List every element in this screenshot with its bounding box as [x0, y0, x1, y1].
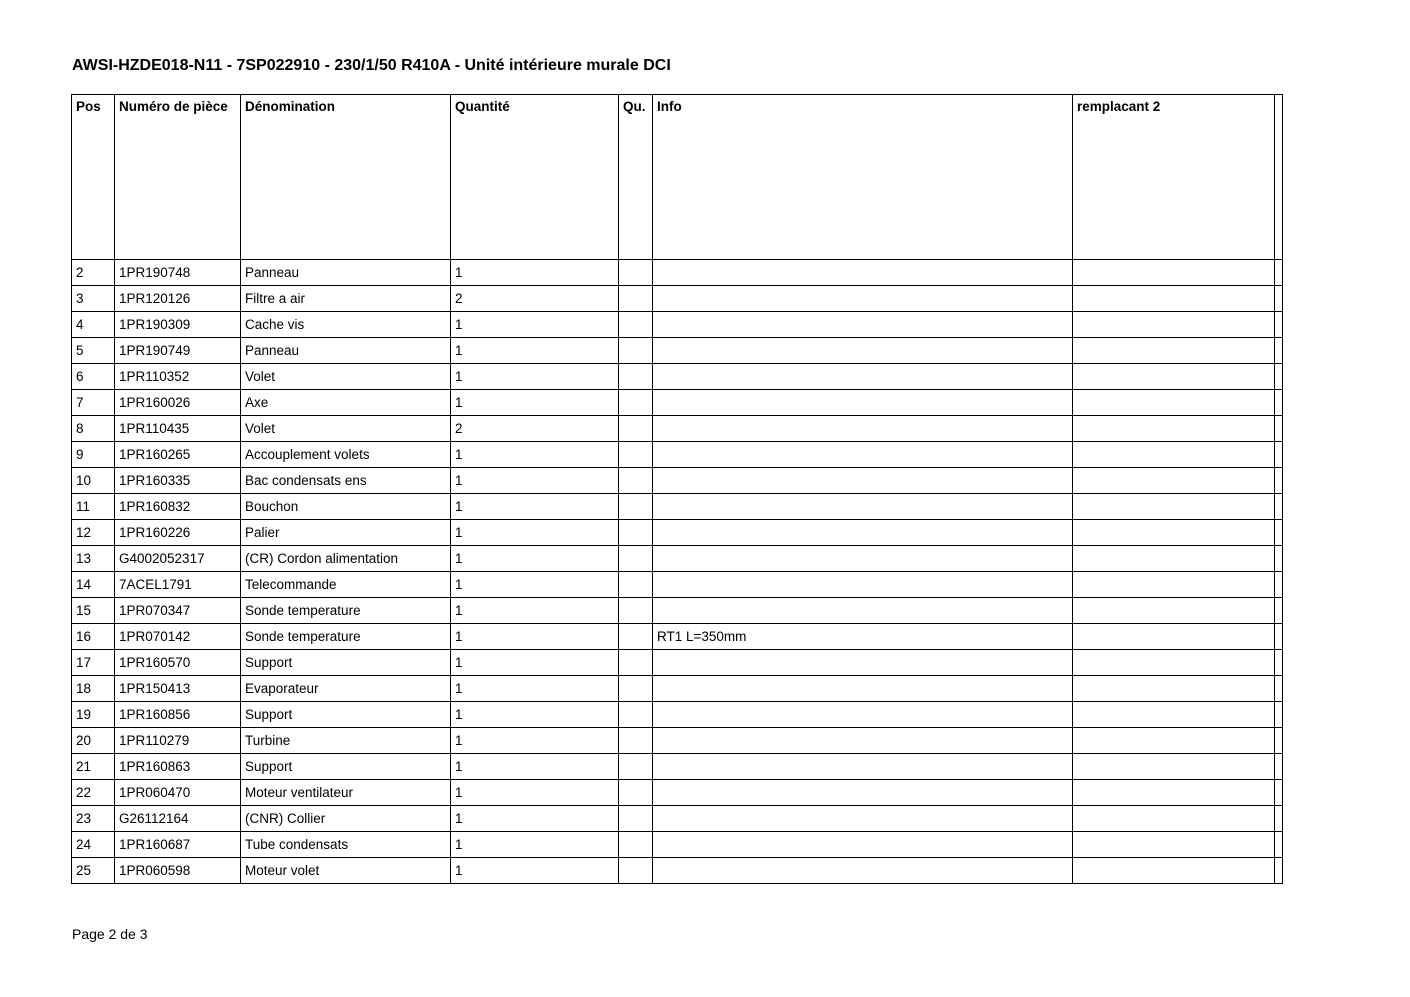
cell-designation: Support	[241, 650, 451, 676]
cell-designation: Support	[241, 754, 451, 780]
cell-part-number: 1PR070142	[115, 624, 241, 650]
cell-part-number: 1PR160335	[115, 468, 241, 494]
cell-info	[653, 260, 1073, 286]
cell-qu	[619, 780, 653, 806]
cell-replacement-2	[1073, 260, 1275, 286]
cell-quantity: 1	[451, 312, 619, 338]
cell-designation: Volet	[241, 416, 451, 442]
cell-part-number: 1PR190748	[115, 260, 241, 286]
cell-pos: 6	[72, 364, 115, 390]
cell-designation: (CNR) Collier	[241, 806, 451, 832]
cell-part-number: 1PR060598	[115, 858, 241, 884]
table-row	[72, 390, 1283, 416]
cell-replacement-2	[1073, 468, 1275, 494]
cell-info	[653, 390, 1073, 416]
cell-replacement-2	[1073, 442, 1275, 468]
cell-quantity: 1	[451, 260, 619, 286]
cell-info	[653, 702, 1073, 728]
cell-qu	[619, 286, 653, 312]
cell-info	[653, 520, 1073, 546]
cell-quantity: 1	[451, 338, 619, 364]
table-row	[72, 650, 1283, 676]
cell-quantity: 1	[451, 442, 619, 468]
cell-qu	[619, 754, 653, 780]
cell-pos: 7	[72, 390, 115, 416]
cell-quantity: 1	[451, 858, 619, 884]
cell-info	[653, 780, 1073, 806]
cell-info	[653, 598, 1073, 624]
cell-qu	[619, 390, 653, 416]
cell-replacement-2	[1073, 520, 1275, 546]
cell-quantity: 1	[451, 494, 619, 520]
cell-spacer	[1275, 546, 1283, 572]
cell-quantity: 1	[451, 390, 619, 416]
column-header-pos: Pos	[72, 95, 115, 260]
cell-designation: Bouchon	[241, 494, 451, 520]
cell-designation: Panneau	[241, 338, 451, 364]
cell-qu	[619, 442, 653, 468]
cell-spacer	[1275, 260, 1283, 286]
table-row	[72, 364, 1283, 390]
table-row	[72, 676, 1283, 702]
cell-pos: 4	[72, 312, 115, 338]
cell-replacement-2	[1073, 364, 1275, 390]
table-row	[72, 468, 1283, 494]
cell-pos: 22	[72, 780, 115, 806]
cell-spacer	[1275, 338, 1283, 364]
cell-pos: 5	[72, 338, 115, 364]
table-header-row	[72, 95, 1283, 260]
cell-part-number: 1PR070347	[115, 598, 241, 624]
cell-info	[653, 858, 1073, 884]
cell-quantity: 1	[451, 832, 619, 858]
cell-replacement-2	[1073, 572, 1275, 598]
cell-designation: Panneau	[241, 260, 451, 286]
cell-part-number: 7ACEL1791	[115, 572, 241, 598]
cell-qu	[619, 728, 653, 754]
page-number: Page 2 de 3	[72, 926, 148, 942]
cell-quantity: 1	[451, 520, 619, 546]
column-header-part-number: Numéro de pièce	[115, 95, 241, 260]
cell-quantity: 1	[451, 650, 619, 676]
cell-replacement-2	[1073, 338, 1275, 364]
cell-pos: 18	[72, 676, 115, 702]
cell-part-number: 1PR060470	[115, 780, 241, 806]
cell-spacer	[1275, 416, 1283, 442]
column-header-qu: Qu.	[619, 95, 653, 260]
cell-info	[653, 312, 1073, 338]
cell-qu	[619, 598, 653, 624]
table-row	[72, 754, 1283, 780]
cell-spacer	[1275, 312, 1283, 338]
cell-qu	[619, 624, 653, 650]
cell-spacer	[1275, 754, 1283, 780]
cell-info	[653, 468, 1073, 494]
cell-info	[653, 286, 1073, 312]
cell-designation: Telecommande	[241, 572, 451, 598]
cell-spacer	[1275, 598, 1283, 624]
cell-part-number: 1PR150413	[115, 676, 241, 702]
cell-replacement-2	[1073, 858, 1275, 884]
cell-designation: Sonde temperature	[241, 624, 451, 650]
cell-pos: 21	[72, 754, 115, 780]
cell-spacer	[1275, 728, 1283, 754]
cell-info	[653, 494, 1073, 520]
column-header-spacer	[1275, 95, 1283, 260]
table-row	[72, 728, 1283, 754]
cell-designation: Support	[241, 702, 451, 728]
cell-pos: 15	[72, 598, 115, 624]
cell-designation: Moteur volet	[241, 858, 451, 884]
cell-replacement-2	[1073, 780, 1275, 806]
cell-spacer	[1275, 624, 1283, 650]
cell-quantity: 2	[451, 416, 619, 442]
cell-spacer	[1275, 702, 1283, 728]
cell-pos: 17	[72, 650, 115, 676]
cell-quantity: 1	[451, 468, 619, 494]
cell-qu	[619, 260, 653, 286]
cell-spacer	[1275, 364, 1283, 390]
cell-part-number: 1PR190309	[115, 312, 241, 338]
cell-pos: 12	[72, 520, 115, 546]
cell-designation: Tube condensats	[241, 832, 451, 858]
cell-info	[653, 546, 1073, 572]
cell-info	[653, 728, 1073, 754]
cell-part-number: 1PR160226	[115, 520, 241, 546]
cell-part-number: 1PR160570	[115, 650, 241, 676]
table-row	[72, 442, 1283, 468]
cell-spacer	[1275, 286, 1283, 312]
cell-replacement-2	[1073, 624, 1275, 650]
cell-spacer	[1275, 390, 1283, 416]
table-row	[72, 858, 1283, 884]
cell-quantity: 1	[451, 780, 619, 806]
cell-pos: 24	[72, 832, 115, 858]
column-header-quantity: Quantité	[451, 95, 619, 260]
cell-qu	[619, 806, 653, 832]
cell-info	[653, 338, 1073, 364]
cell-replacement-2	[1073, 754, 1275, 780]
cell-pos: 10	[72, 468, 115, 494]
cell-part-number: 1PR120126	[115, 286, 241, 312]
parts-table	[71, 94, 1283, 884]
table-row	[72, 520, 1283, 546]
table-row	[72, 338, 1283, 364]
cell-part-number: 1PR160026	[115, 390, 241, 416]
cell-quantity: 1	[451, 676, 619, 702]
cell-designation: Accouplement volets	[241, 442, 451, 468]
cell-part-number: 1PR110352	[115, 364, 241, 390]
cell-part-number: 1PR160265	[115, 442, 241, 468]
cell-designation: Moteur ventilateur	[241, 780, 451, 806]
cell-pos: 16	[72, 624, 115, 650]
cell-part-number: 1PR160863	[115, 754, 241, 780]
table-row	[72, 494, 1283, 520]
cell-replacement-2	[1073, 390, 1275, 416]
cell-info	[653, 364, 1073, 390]
cell-quantity: 1	[451, 728, 619, 754]
cell-pos: 25	[72, 858, 115, 884]
cell-pos: 13	[72, 546, 115, 572]
cell-spacer	[1275, 676, 1283, 702]
cell-part-number: 1PR160687	[115, 832, 241, 858]
cell-qu	[619, 572, 653, 598]
cell-replacement-2	[1073, 728, 1275, 754]
cell-designation: Bac condensats ens	[241, 468, 451, 494]
cell-spacer	[1275, 650, 1283, 676]
cell-info	[653, 442, 1073, 468]
cell-spacer	[1275, 468, 1283, 494]
cell-qu	[619, 338, 653, 364]
cell-quantity: 1	[451, 702, 619, 728]
cell-pos: 11	[72, 494, 115, 520]
column-header-replacement-2: remplacant 2	[1073, 95, 1275, 260]
cell-designation: Axe	[241, 390, 451, 416]
cell-quantity: 1	[451, 754, 619, 780]
cell-part-number: 1PR110435	[115, 416, 241, 442]
cell-designation: Evaporateur	[241, 676, 451, 702]
cell-replacement-2	[1073, 546, 1275, 572]
cell-replacement-2	[1073, 312, 1275, 338]
cell-spacer	[1275, 520, 1283, 546]
cell-quantity: 1	[451, 624, 619, 650]
cell-spacer	[1275, 806, 1283, 832]
column-header-designation: Dénomination	[241, 95, 451, 260]
cell-info	[653, 572, 1073, 598]
table-row	[72, 806, 1283, 832]
table-row	[72, 598, 1283, 624]
cell-spacer	[1275, 832, 1283, 858]
cell-designation: Sonde temperature	[241, 598, 451, 624]
column-header-info: Info	[653, 95, 1073, 260]
cell-info	[653, 676, 1073, 702]
cell-designation: Cache vis	[241, 312, 451, 338]
table-row	[72, 624, 1283, 650]
cell-pos: 8	[72, 416, 115, 442]
cell-pos: 19	[72, 702, 115, 728]
cell-qu	[619, 702, 653, 728]
cell-qu	[619, 494, 653, 520]
cell-designation: Turbine	[241, 728, 451, 754]
cell-part-number: 1PR160856	[115, 702, 241, 728]
cell-designation: Filtre a air	[241, 286, 451, 312]
cell-replacement-2	[1073, 806, 1275, 832]
cell-qu	[619, 546, 653, 572]
cell-replacement-2	[1073, 416, 1275, 442]
cell-qu	[619, 416, 653, 442]
table-row	[72, 312, 1283, 338]
cell-part-number: 1PR190749	[115, 338, 241, 364]
cell-qu	[619, 312, 653, 338]
cell-part-number: G4002052317	[115, 546, 241, 572]
cell-part-number: 1PR160832	[115, 494, 241, 520]
cell-info	[653, 832, 1073, 858]
table-row	[72, 260, 1283, 286]
cell-qu	[619, 676, 653, 702]
cell-pos: 2	[72, 260, 115, 286]
table-row	[72, 780, 1283, 806]
cell-designation: (CR) Cordon alimentation	[241, 546, 451, 572]
cell-pos: 23	[72, 806, 115, 832]
cell-replacement-2	[1073, 702, 1275, 728]
cell-spacer	[1275, 780, 1283, 806]
cell-quantity: 1	[451, 806, 619, 832]
cell-spacer	[1275, 858, 1283, 884]
cell-replacement-2	[1073, 598, 1275, 624]
cell-designation: Volet	[241, 364, 451, 390]
cell-info	[653, 754, 1073, 780]
table-row	[72, 832, 1283, 858]
cell-quantity: 1	[451, 572, 619, 598]
cell-info	[653, 650, 1073, 676]
document-title: AWSI-HZDE018-N11 - 7SP022910 - 230/1/50 R410A - Unité intérieure murale DCI	[72, 57, 671, 74]
cell-pos: 20	[72, 728, 115, 754]
cell-qu	[619, 468, 653, 494]
cell-pos: 9	[72, 442, 115, 468]
cell-part-number: 1PR110279	[115, 728, 241, 754]
cell-quantity: 2	[451, 286, 619, 312]
cell-qu	[619, 650, 653, 676]
cell-qu	[619, 832, 653, 858]
cell-quantity: 1	[451, 598, 619, 624]
cell-pos: 3	[72, 286, 115, 312]
cell-spacer	[1275, 572, 1283, 598]
cell-spacer	[1275, 442, 1283, 468]
cell-qu	[619, 364, 653, 390]
cell-quantity: 1	[451, 364, 619, 390]
table-body	[72, 260, 1283, 884]
table-row	[72, 572, 1283, 598]
cell-designation: Palier	[241, 520, 451, 546]
cell-replacement-2	[1073, 286, 1275, 312]
cell-replacement-2	[1073, 650, 1275, 676]
cell-replacement-2	[1073, 676, 1275, 702]
table-row	[72, 546, 1283, 572]
cell-replacement-2	[1073, 832, 1275, 858]
cell-qu	[619, 520, 653, 546]
cell-spacer	[1275, 494, 1283, 520]
table-row	[72, 286, 1283, 312]
table-row	[72, 702, 1283, 728]
cell-info	[653, 416, 1073, 442]
cell-info: RT1 L=350mm	[653, 624, 1073, 650]
table-row	[72, 416, 1283, 442]
cell-pos: 14	[72, 572, 115, 598]
cell-quantity: 1	[451, 546, 619, 572]
cell-part-number: G26112164	[115, 806, 241, 832]
cell-qu	[619, 858, 653, 884]
cell-info	[653, 806, 1073, 832]
cell-replacement-2	[1073, 494, 1275, 520]
